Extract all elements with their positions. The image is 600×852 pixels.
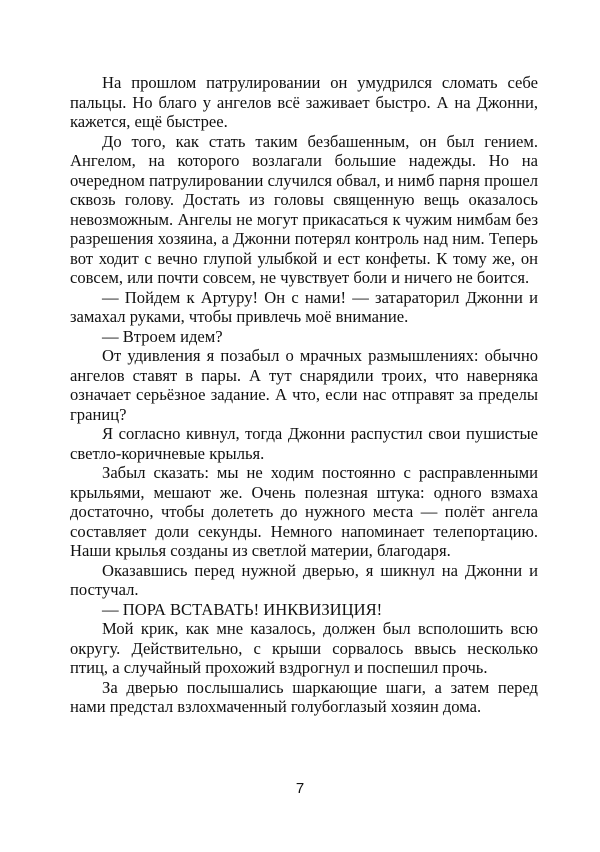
paragraph-9: — ПОРА ВСТАВАТЬ! ИНКВИЗИЦИЯ!: [102, 599, 383, 619]
paragraph-7: Забыл сказать: мы не ходим постоянно с расправленными крыльями, мешают же. Очень полезная штука: одного взмаха достаточно, чтобы долететь до нужного места — полёт ангела составляет доли секунды. Немного напоминает телепортацию. Наши крылья созданы из светлой материи, благодаря.: [70, 463, 538, 560]
paragraph-4: — Втроем идем?: [102, 326, 223, 346]
paragraph-11: За дверью послышались шаркающие шаги, а затем перед нами предстал взлохмаченный голубоглазый хозяин дома.: [70, 677, 538, 716]
paragraph-2: До того, как стать таким безбашенным, он был гением. Ангелом, на которого возлагали большие надежды. Но на очередном патрулировании случился обвал, и нимб парня прошел сквозь голову. Достать из головы священную вещь оказалось невозможным. Ангелы не могут прикасаться к чужим нимбам без разрешения хозяина, а Джонни потерял контроль над ним. Теперь вот ходит с вечно глупой улыбкой и ест конфеты. К тому же, он совсем, или почти совсем, не чувствует боли и ничего не боится.: [70, 131, 538, 287]
page-number: 7: [295, 780, 305, 797]
paragraph-5: От удивления я позабыл о мрачных размышлениях: обычно ангелов ставят в пары. А тут снарядили троих, что наверняка означает серьёзное задание. А что, если нас отправят за пределы границ?: [70, 346, 538, 424]
paragraph-6: Я согласно кивнул, тогда Джонни распустил свои пушистые светло-коричневые крылья.: [70, 424, 538, 463]
paragraph-10: Мой крик, как мне казалось, должен был всполошить всю округу. Действительно, с крыши сорвалось ввысь несколько птиц, а случайный прохожий вздрогнул и поспешил прочь.: [70, 619, 538, 677]
paragraph-3: — Пойдем к Артуру! Он с нами! — затараторил Джонни и замахал руками, чтобы привлечь моё внимание.: [70, 287, 538, 326]
paragraph-1: На прошлом патрулировании он умудрился сломать себе пальцы. Но благо у ангелов всё заживает быстро. А на Джонни, кажется, ещё быстрее.: [70, 73, 538, 131]
paragraph-8: Оказавшись перед нужной дверью, я шикнул на Джонни и постучал.: [70, 560, 538, 599]
text-body: [70, 73, 538, 717]
